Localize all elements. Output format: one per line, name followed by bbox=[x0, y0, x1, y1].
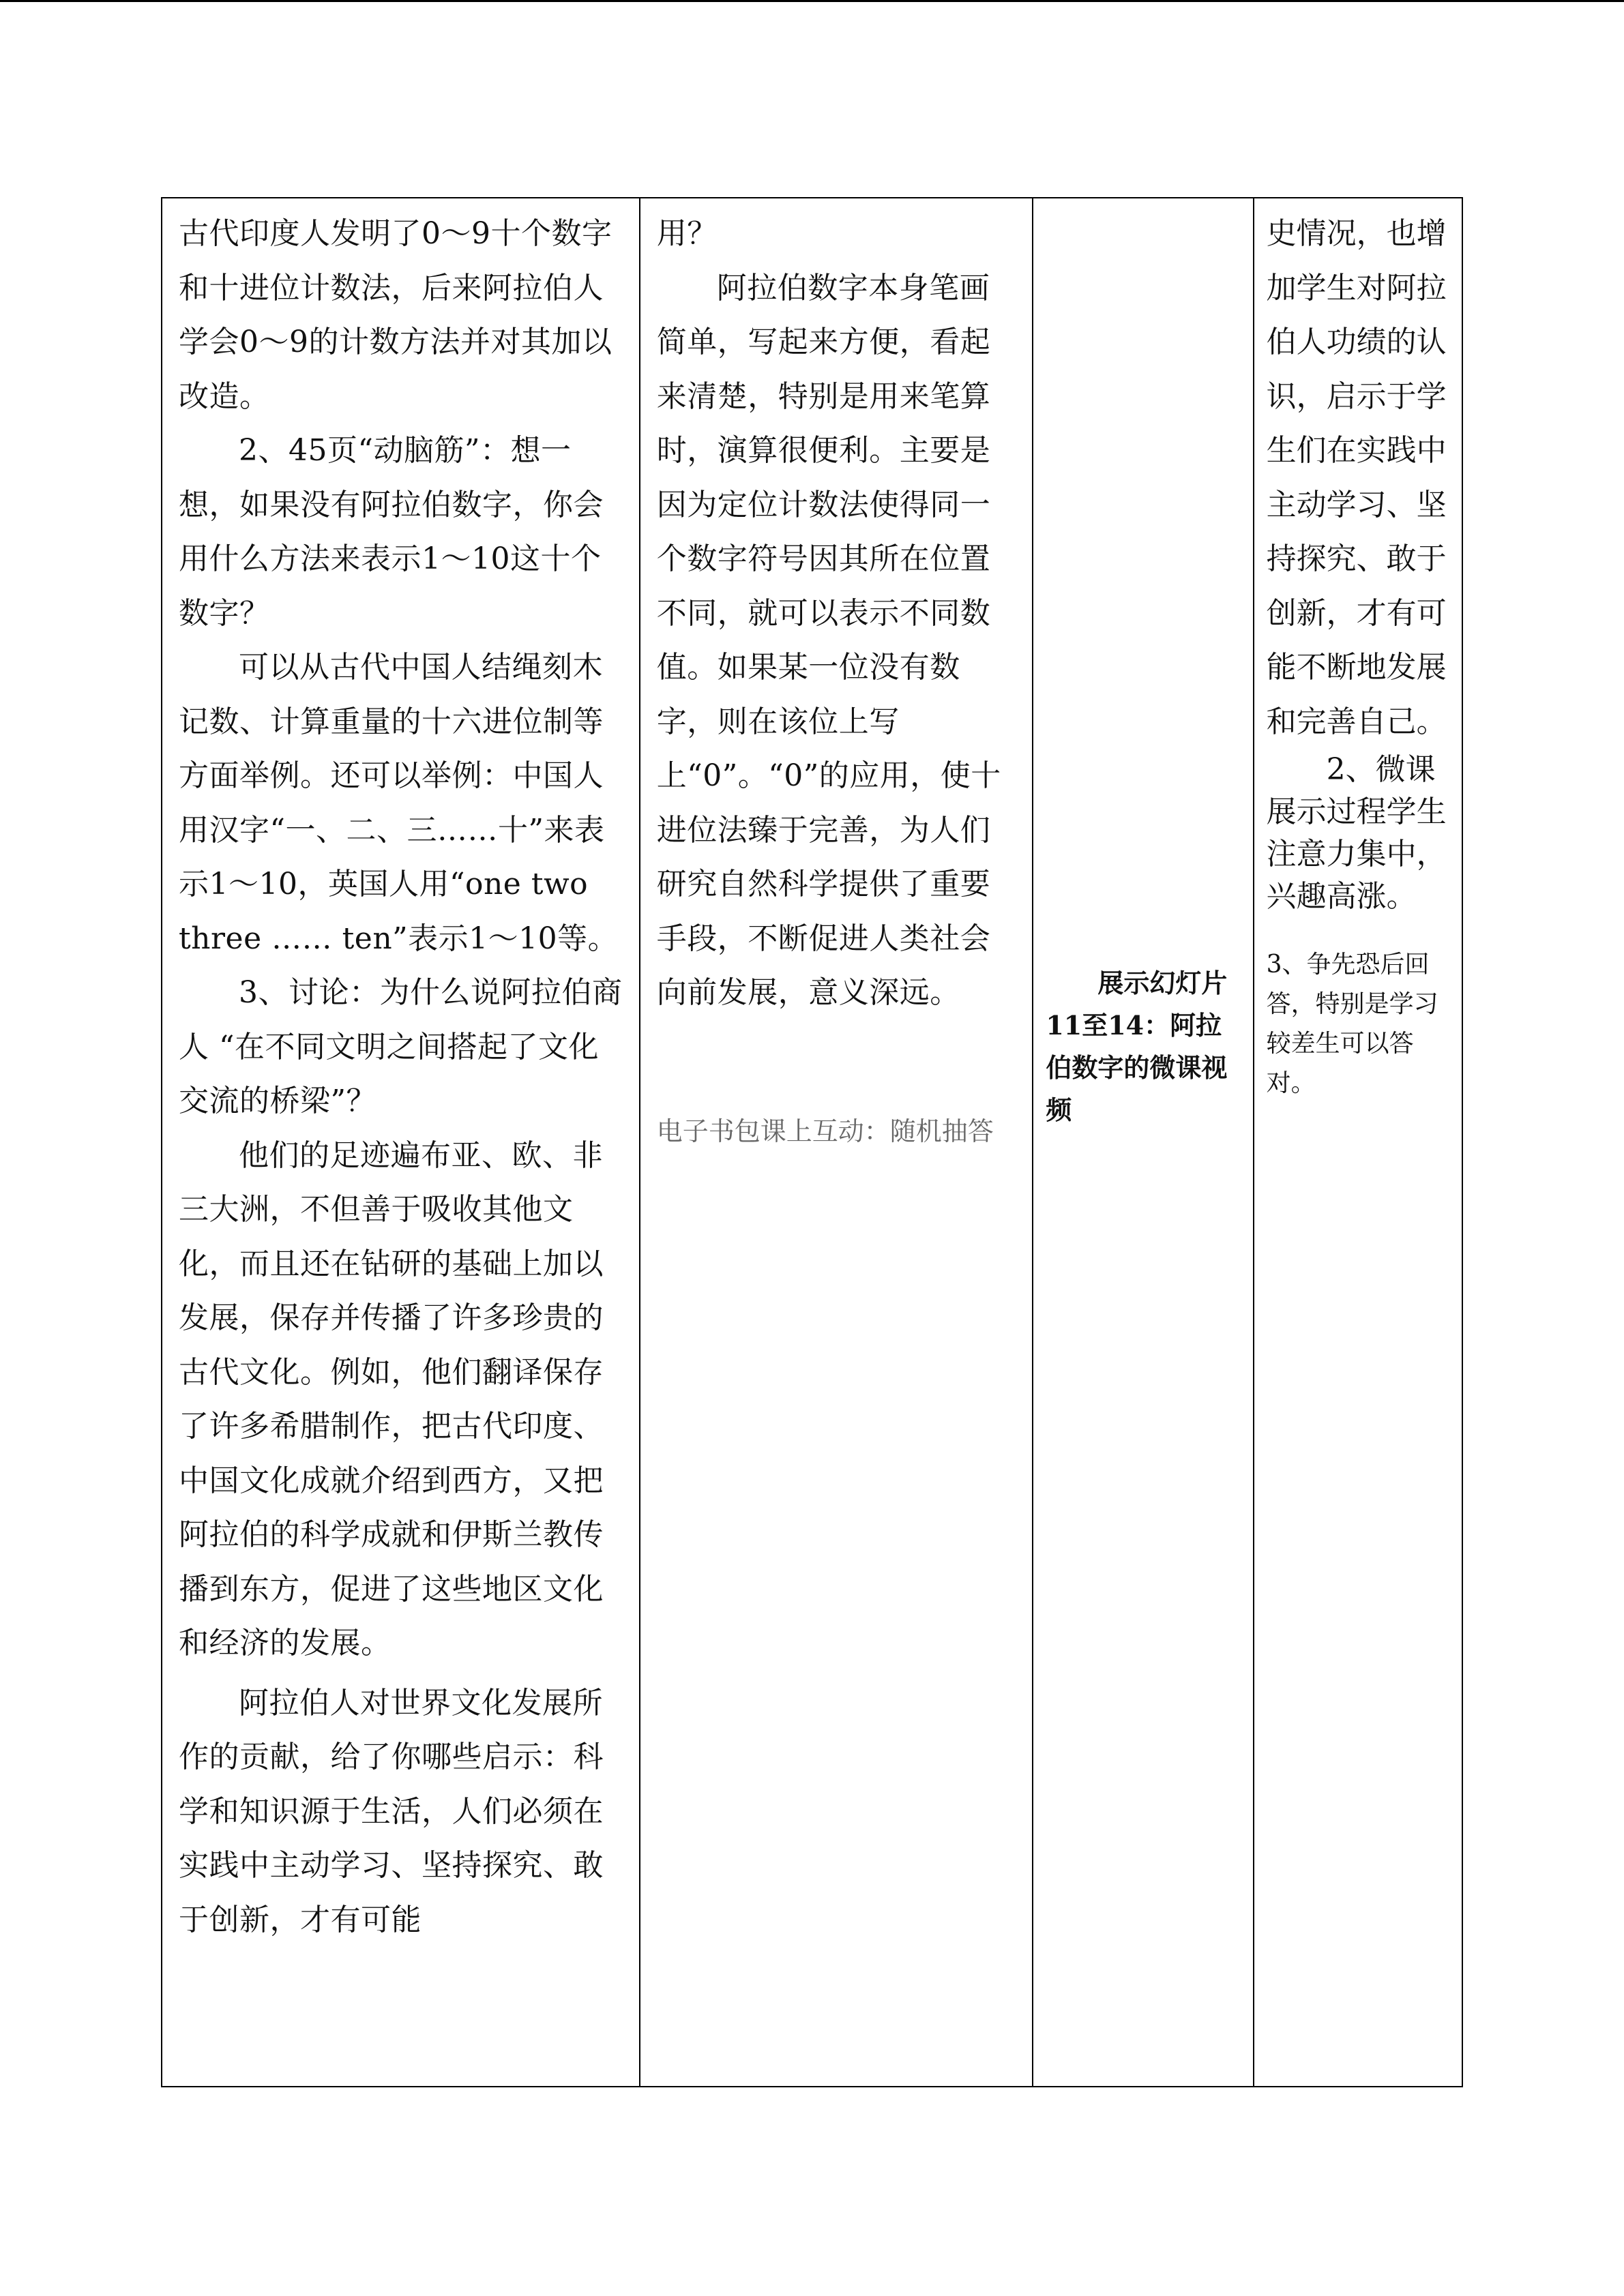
content-paragraph: 他们的足迹遍布亚、欧、非三大洲，不但善于吸收其他文化，而且还在钻研的基础上加以发展，保存并传播了许多珍贵的古代文化。例如，他们翻译保存了许多希腊制作，把古代印度、中国文化成就介绍到西方，又把阿拉伯的科学成就和伊斯兰教传播到东方，促进了这些地区文化和经济的发展。 bbox=[179, 1137, 604, 1660]
content-paragraph: 3、讨论：为什么说阿拉伯商人 “在不同文明之间搭起了文化交流的桥梁”？ bbox=[179, 975, 623, 1118]
media-cell bbox=[1033, 198, 1253, 2087]
table-row bbox=[162, 198, 1462, 2087]
lesson-plan-table bbox=[161, 197, 1463, 2087]
student-activity-cell bbox=[640, 198, 1033, 2087]
intent-paragraph: 2、微课展示过程学生注意力集中，兴趣高涨。 bbox=[1266, 752, 1447, 914]
interaction-note: 电子书包课上互动：随机抽答 bbox=[656, 1116, 994, 1146]
teaching-content-cell bbox=[162, 198, 640, 2087]
slide-note: 展示幻灯片11至14：阿拉伯数字的微课视频 bbox=[1046, 968, 1228, 1125]
design-intent-cell bbox=[1254, 198, 1462, 2087]
intent-paragraph: 史情况，也增加学生对阿拉伯人功绩的认识，启示于学生们在实践中主动学习、坚持探究、敢于创新，才有可能不断地发展和完善自己。 bbox=[1266, 216, 1447, 739]
content-paragraph: 2、45页“动脑筋”：想一想，如果没有阿拉伯数字，你会用什么方法来表示1～10这十个数字？ bbox=[179, 433, 604, 631]
intent-paragraph: 3、争先恐后回答，特别是学习较差生可以答对。 bbox=[1266, 951, 1438, 1097]
page-top-border bbox=[0, 0, 1624, 2]
activity-paragraph: 用？ bbox=[656, 216, 718, 251]
content-paragraph: 古代印度人发明了0～9十个数字和十进位计数法，后来阿拉伯人学会0～9的计数方法并对其加以改造。 bbox=[179, 216, 612, 414]
content-paragraph: 阿拉伯人对世界文化发展所作的贡献，给了你哪些启示：科学和知识源于生活，人们必须在实践中主动学习、坚持探究、敢于创新，才有可能 bbox=[179, 1685, 604, 1937]
content-paragraph: 可以从古代中国人结绳刻木记数、计算重量的十六进位制等方面举例。还可以举例：中国人用汉字“一、二、三……十”来表示1～10，英国人用“one two three …… ten”表示1～10等。 bbox=[179, 650, 619, 956]
activity-paragraph: 阿拉伯数字本身笔画简单，写起来方便，看起来清楚，特别是用来笔算时，演算很便利。主要是因为定位计数法使得同一个数字符号因其所在位置不同，就可以表示不同数值。如果某一位没有数字，则在该位上写上“0”。“0”的应用，使十进位法臻于完善，为人们研究自然科学提供了重要手段，不断促进人类社会向前发展，意义深远。 bbox=[656, 270, 1001, 1010]
